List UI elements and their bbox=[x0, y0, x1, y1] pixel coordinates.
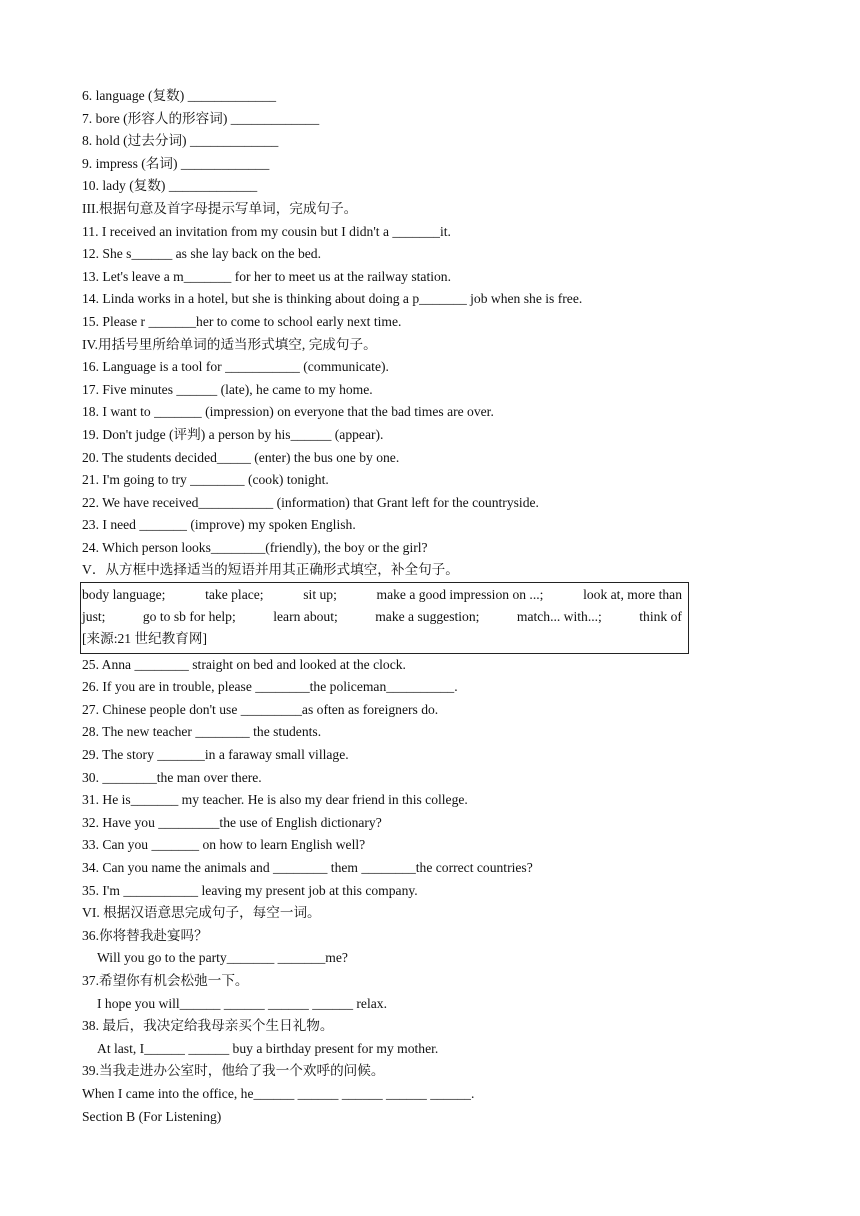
section-b-heading: Section B (For Listening) bbox=[82, 1108, 222, 1124]
worksheet-line: 19. Don't judge (评判) a person by his______ (appear). bbox=[82, 426, 384, 442]
phrase-box-row bbox=[82, 606, 682, 628]
phrase-item: body language; bbox=[82, 587, 166, 603]
worksheet-line: 7. bore (形容人的形容词) _____________ bbox=[82, 110, 320, 126]
exercise-block-middle bbox=[82, 654, 690, 925]
worksheet-line: 37.希望你有机会松弛一下。 bbox=[82, 972, 249, 988]
phrase-item: learn about; bbox=[273, 609, 338, 625]
section-heading-iii: III.根据句意及首字母提示写单词，完成句子。 bbox=[82, 200, 358, 216]
worksheet-line: 39.当我走进办公室时，他给了我一个欢呼的问候。 bbox=[82, 1063, 385, 1079]
worksheet-line: 29. The story _______in a faraway small village. bbox=[82, 747, 349, 763]
worksheet-line: 22. We have received___________ (information) that Grant left for the countryside. bbox=[82, 494, 539, 510]
worksheet-line: 8. hold (过去分词) _____________ bbox=[82, 133, 279, 149]
worksheet-line: I hope you will______ ______ ______ ______ relax. bbox=[97, 995, 387, 1011]
exercise-block-end bbox=[82, 925, 690, 1128]
worksheet-line: 33. Can you _______ on how to learn English well? bbox=[82, 837, 366, 853]
phrase-item: think of bbox=[639, 609, 682, 625]
section-heading-vi: VI. 根据汉语意思完成句子，每空一词。 bbox=[82, 905, 321, 921]
worksheet-line: 26. If you are in trouble, please ________the policeman__________. bbox=[82, 679, 458, 695]
phrase-item: make a suggestion; bbox=[375, 609, 480, 625]
phrase-box-row bbox=[82, 628, 682, 650]
phrase-item: match... with...; bbox=[516, 609, 602, 625]
phrase-box-row bbox=[82, 584, 682, 606]
worksheet-line: 6. language (复数) _____________ bbox=[82, 88, 277, 103]
worksheet-line: 18. I want to _______ (impression) on everyone that the bad times are over. bbox=[82, 404, 494, 420]
worksheet-line: 9. impress (名词) _____________ bbox=[82, 155, 270, 171]
worksheet-line: 35. I'm ___________ leaving my present job at this company. bbox=[82, 882, 418, 898]
worksheet-line: 15. Please r _______her to come to school early next time. bbox=[82, 313, 402, 329]
worksheet-line: 14. Linda works in a hotel, but she is thinking about doing a p_______ job when she is free. bbox=[82, 291, 583, 307]
worksheet-line: 32. Have you _________the use of English dictionary? bbox=[82, 814, 382, 830]
worksheet-line: 38. 最后，我决定给我母亲买个生日礼物。 bbox=[82, 1018, 334, 1034]
worksheet-line: When I came into the office, he______ ______ ______ ______ ______. bbox=[82, 1085, 475, 1101]
source-note: [来源:21 世纪教育网] bbox=[82, 631, 207, 647]
worksheet-line: 11. I received an invitation from my cousin but I didn't a _______it. bbox=[82, 223, 451, 239]
section-heading-iv: IV.用括号里所给单词的适当形式填空, 完成句子。 bbox=[82, 336, 377, 352]
phrase-item: take place; bbox=[205, 587, 264, 603]
phrase-item: just; bbox=[82, 609, 106, 625]
worksheet-line: Will you go to the party_______ _______me? bbox=[97, 950, 348, 966]
phrase-item: look at, more than bbox=[583, 587, 682, 603]
worksheet-line: 12. She s______ as she lay back on the bed. bbox=[82, 246, 321, 262]
worksheet-line: 34. Can you name the animals and ________ them ________the correct countries? bbox=[82, 860, 533, 876]
worksheet-line: 36.你将替我赴宴吗？ bbox=[82, 927, 208, 943]
worksheet-line: 27. Chinese people don't use _________as often as foreigners do. bbox=[82, 701, 439, 717]
worksheet-line: 25. Anna ________ straight on bed and looked at the clock. bbox=[82, 656, 406, 672]
phrase-item: sit up; bbox=[303, 587, 337, 603]
worksheet-line: 17. Five minutes ______ (late), he came to my home. bbox=[82, 381, 373, 397]
worksheet-line: 16. Language is a tool for ___________ (communicate). bbox=[82, 359, 389, 375]
worksheet-line: 23. I need _______ (improve) my spoken English. bbox=[82, 517, 356, 533]
worksheet-line: 21. I'm going to try ________ (cook) tonight. bbox=[82, 472, 329, 488]
worksheet-line: 31. He is_______ my teacher. He is also my dear friend in this college. bbox=[82, 792, 468, 808]
phrase-box bbox=[80, 582, 689, 654]
worksheet-line: At last, I______ ______ buy a birthday present for my mother. bbox=[97, 1040, 439, 1056]
worksheet-line: 28. The new teacher ________ the students. bbox=[82, 724, 322, 740]
worksheet-line: 30. ________the man over there. bbox=[82, 769, 262, 785]
exercise-block-top bbox=[82, 85, 690, 582]
section-heading-v: V．从方框中选择适当的短语并用其正确形式填空，补全句子。 bbox=[82, 562, 459, 578]
worksheet-line: 24. Which person looks________(friendly), the boy or the girl? bbox=[82, 539, 428, 555]
worksheet-line: 10. lady (复数) _____________ bbox=[82, 178, 258, 194]
phrase-item: make a good impression on ...; bbox=[376, 587, 544, 603]
worksheet-line: 20. The students decided_____ (enter) the bus one by one. bbox=[82, 449, 400, 465]
phrase-item: go to sb for help; bbox=[142, 609, 236, 625]
worksheet-page bbox=[82, 85, 690, 1128]
worksheet-line: 13. Let's leave a m_______ for her to meet us at the railway station. bbox=[82, 268, 451, 284]
